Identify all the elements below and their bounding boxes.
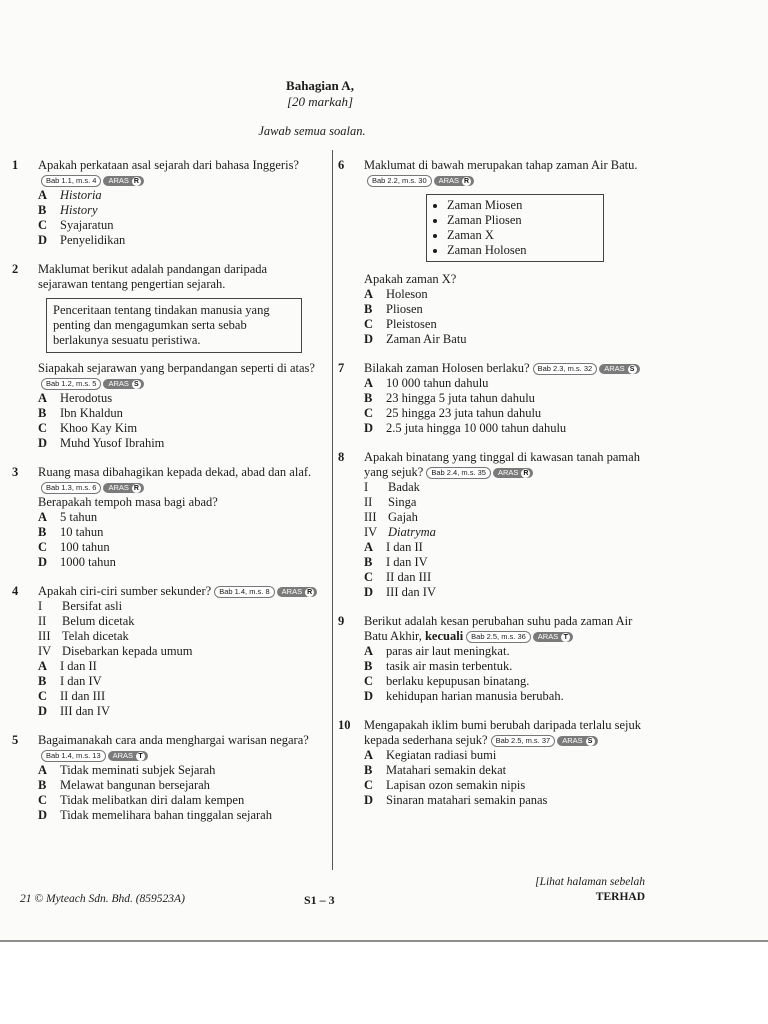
footer-next-page-text: [Lihat halaman sebelah [535, 876, 645, 888]
answer-option-d[interactable] [364, 585, 644, 600]
info-list-items [447, 198, 597, 258]
question-text: Maklumat berikut adalah pandangan daripada sejarawan tentang pengertian sejarah. [38, 262, 268, 291]
option-text: Muhd Yusof Ibrahim [60, 436, 165, 450]
answer-option-b[interactable] [364, 659, 644, 674]
option-text: 23 hingga 5 juta tahun dahulu [386, 391, 535, 405]
question-5 [12, 733, 318, 823]
chapter-ref: Bab 1.2, m.s. 5 [41, 378, 101, 390]
option-text: 10 tahun [60, 525, 104, 539]
option-letter: B [364, 302, 373, 316]
option-text: Historia [60, 188, 102, 202]
question-8 [338, 450, 644, 600]
topic-tag [491, 735, 598, 747]
statement-text: Diatryma [388, 525, 436, 539]
level-badge [599, 364, 639, 374]
option-letter: C [38, 540, 48, 554]
statement-item [38, 644, 318, 659]
answer-option-b[interactable] [38, 674, 318, 689]
question-text: Mengapakah iklim bumi berubah daripada terlalu sejuk kepada sederhana sejuk? [364, 718, 641, 747]
question-text: Bilakah zaman Holosen berlaku? [364, 361, 530, 375]
level-label: ARAS [537, 632, 559, 642]
question-sub-stem [364, 272, 644, 287]
question-stem [364, 614, 644, 644]
question-number: 10 [338, 718, 351, 732]
question-stem [38, 158, 318, 188]
question-sub-stem [38, 495, 318, 510]
question-text: Maklumat di bawah merupakan tahap zaman Air Batu. [364, 158, 638, 172]
option-letter: C [364, 317, 374, 331]
question-3 [12, 465, 318, 570]
level-value: R [307, 588, 313, 596]
option-text: III dan IV [60, 704, 110, 718]
option-letter: A [364, 376, 374, 390]
level-value: S [586, 737, 595, 746]
info-box: Penceritaan tentang tindakan manusia yang penting dan mengagumkan serta sebab berlakunya sesuatu peristiwa. [46, 298, 302, 353]
option-letter: C [38, 793, 48, 807]
answer-option-d[interactable] [364, 332, 644, 347]
answer-option-d[interactable] [38, 233, 318, 248]
topic-tag [41, 482, 144, 494]
option-letter: C [364, 674, 374, 688]
answer-option-c[interactable] [38, 689, 318, 704]
question-6 [338, 158, 644, 347]
option-text: II dan III [386, 570, 432, 584]
answer-option-d[interactable] [364, 421, 644, 436]
question-text: Apakah perkataan asal sejarah dari bahasa Inggeris? [38, 158, 299, 172]
option-letter: A [38, 659, 48, 673]
option-text: Matahari semakin dekat [386, 763, 507, 777]
option-text: 25 hingga 23 juta tahun dahulu [386, 406, 542, 420]
statement-numeral: I [38, 599, 43, 613]
question-stem [38, 584, 318, 599]
level-label: ARAS [281, 587, 303, 597]
statement-text: Gajah [388, 510, 418, 524]
option-text: 100 tahun [60, 540, 110, 554]
answer-option-c[interactable] [364, 778, 644, 793]
question-text: Bagaimanakah cara anda menghargai warisan negara? [38, 733, 309, 747]
statement-item [38, 599, 318, 614]
option-text: I dan II [386, 540, 423, 554]
answer-option-c[interactable] [364, 406, 644, 421]
option-letter: D [364, 689, 374, 703]
option-letter: B [38, 406, 47, 420]
answer-option-c[interactable] [364, 570, 644, 585]
question-text: Berikut adalah kesan perubahan suhu pada zaman Air Batu Akhir, [364, 614, 633, 643]
question-sub-text: Berapakah tempoh masa bagi abad? [38, 495, 218, 509]
question-text: Apakah ciri-ciri sumber sekunder? [38, 584, 212, 598]
option-text: Penyelidikan [60, 233, 126, 247]
chapter-ref: Bab 1.4, m.s. 13 [41, 750, 106, 762]
statement-text: Badak [388, 480, 420, 494]
info-list-item: • Zaman Holosen [447, 243, 597, 258]
level-value: R [523, 469, 529, 477]
option-text: Tidak meminati subjek Sejarah [60, 763, 216, 777]
statement-text: Bersifat asli [62, 599, 123, 613]
option-letter: A [38, 510, 48, 524]
question-sub-text: Siapakah sejarawan yang berpandangan seperti di atas? [38, 361, 315, 375]
info-list-item: • Zaman X [447, 228, 597, 243]
statement-item [364, 525, 644, 540]
question-stem [364, 361, 644, 376]
question-stem [364, 450, 644, 480]
statement-numeral: II [38, 614, 47, 628]
chapter-ref: Bab 2.5, m.s. 37 [491, 735, 556, 747]
level-value: S [628, 365, 637, 374]
level-value: R [464, 177, 470, 185]
answer-option-a[interactable] [364, 287, 644, 302]
level-badge [108, 751, 148, 761]
statement-numeral: III [38, 629, 51, 643]
column-divider [332, 150, 333, 870]
option-text: Zaman Air Batu [386, 332, 467, 346]
level-badge [277, 587, 317, 597]
answer-option-c[interactable] [38, 540, 318, 555]
answer-option-b[interactable] [38, 406, 318, 421]
option-letter: B [38, 674, 47, 688]
question-stem [364, 158, 644, 188]
answer-option-c[interactable] [38, 793, 318, 808]
info-list-item: • Zaman Pliosen [447, 213, 597, 228]
option-text: Pliosen [386, 302, 423, 316]
instruction: Jawab semua soalan. [258, 124, 366, 138]
answer-option-d[interactable] [38, 704, 318, 719]
statement-item [38, 629, 318, 644]
option-text: kehidupan harian manusia berubah. [386, 689, 564, 703]
statement-text: Disebarkan kepada umum [62, 644, 193, 658]
statement-numeral: III [364, 510, 377, 524]
chapter-ref: Bab 2.2, m.s. 30 [367, 175, 432, 187]
option-text: Holeson [386, 287, 428, 301]
option-letter: B [364, 555, 373, 569]
option-letter: C [364, 778, 374, 792]
statement-item [364, 480, 644, 495]
answer-option-b[interactable] [38, 778, 318, 793]
question-number: 9 [338, 614, 345, 628]
option-letter: C [38, 218, 48, 232]
question-number: 6 [338, 158, 345, 172]
statement-numeral: IV [38, 644, 52, 658]
question-sub-stem [38, 361, 318, 391]
answer-option-a[interactable] [38, 659, 318, 674]
answer-option-a[interactable] [38, 763, 318, 778]
question-stem [38, 733, 318, 763]
option-letter: A [38, 391, 48, 405]
answer-option-d[interactable] [364, 793, 644, 808]
question-text: Ruang masa dibahagikan kepada dekad, abad dan alaf. [38, 465, 312, 479]
option-letter: D [364, 332, 374, 346]
option-text: 2.5 juta hingga 10 000 tahun dahulu [386, 421, 567, 435]
chapter-ref: Bab 2.5, m.s. 36 [466, 631, 531, 643]
option-text: Tidak memelihara bahan tinggalan sejarah [60, 808, 272, 822]
level-value: T [561, 633, 570, 642]
answer-option-b[interactable] [364, 763, 644, 778]
statement-text: Singa [388, 495, 417, 509]
question-number: 3 [12, 465, 19, 479]
question-number: 1 [12, 158, 19, 172]
option-letter: D [38, 704, 48, 718]
question-stem [38, 465, 318, 495]
answer-option-b[interactable] [38, 203, 318, 218]
chapter-ref: Bab 1.4, m.s. 8 [214, 586, 274, 598]
level-label: ARAS [604, 364, 625, 374]
level-label: ARAS [497, 468, 519, 478]
footer-next-page [515, 875, 645, 905]
level-label: ARAS [562, 736, 583, 746]
answer-option-b[interactable] [364, 555, 644, 570]
topic-tag [533, 363, 640, 375]
option-letter: C [364, 570, 374, 584]
question-number: 5 [12, 733, 19, 747]
answer-option-b[interactable] [38, 525, 318, 540]
answer-option-a[interactable] [364, 376, 644, 391]
option-text: Tidak melibatkan diri dalam kempen [60, 793, 245, 807]
level-value: R [133, 177, 139, 185]
option-letter: D [364, 793, 374, 807]
topic-tag [41, 750, 148, 762]
level-badge [103, 483, 143, 493]
option-text: II dan III [60, 689, 106, 703]
question-7 [338, 361, 644, 436]
answer-option-a[interactable] [38, 391, 318, 406]
question-emphasis: kecuali [424, 629, 464, 643]
level-label: ARAS [112, 751, 134, 761]
question-stem [38, 262, 318, 292]
question-number: 7 [338, 361, 345, 375]
statement-numeral: II [364, 495, 373, 509]
info-list-item: • Zaman Miosen [447, 198, 597, 213]
question-1 [12, 158, 318, 248]
chapter-ref: Bab 2.3, m.s. 32 [533, 363, 598, 375]
level-badge [493, 468, 533, 478]
option-letter: B [364, 391, 373, 405]
option-text: Ibn Khaldun [60, 406, 123, 420]
option-letter: A [38, 763, 48, 777]
level-badge [103, 176, 143, 186]
option-text: III dan IV [386, 585, 436, 599]
statement-text: Belum dicetak [62, 614, 135, 628]
topic-tag [426, 467, 533, 479]
option-text: Sinaran matahari semakin panas [386, 793, 548, 807]
question-sub-text: Apakah zaman X? [364, 272, 457, 286]
option-letter: A [364, 644, 374, 658]
statement-text: Telah dicetak [62, 629, 129, 643]
level-badge [557, 736, 597, 746]
question-4 [12, 584, 318, 719]
option-letter: C [38, 689, 48, 703]
question-number: 2 [12, 262, 19, 276]
answer-option-a[interactable] [364, 748, 644, 763]
option-text: 10 000 tahun dahulu [386, 376, 489, 390]
question-10 [338, 718, 644, 808]
level-label: ARAS [438, 176, 460, 186]
option-letter: D [364, 421, 374, 435]
answer-option-c[interactable] [38, 421, 318, 436]
level-label: ARAS [108, 379, 129, 389]
question-number: 8 [338, 450, 345, 464]
topic-tag [367, 175, 474, 187]
option-letter: B [38, 525, 47, 539]
option-letter: B [364, 763, 373, 777]
option-letter: B [38, 778, 47, 792]
footer-classification: TERHAD [595, 891, 645, 903]
option-letter: B [364, 659, 373, 673]
level-value: S [132, 380, 141, 389]
statement-item [364, 495, 644, 510]
option-text: I dan IV [60, 674, 102, 688]
option-text: paras air laut meningkat. [386, 644, 510, 658]
level-badge [103, 379, 143, 389]
option-text: I dan II [60, 659, 97, 673]
option-text: berlaku kepupusan binatang. [386, 674, 530, 688]
option-letter: D [38, 555, 48, 569]
topic-tag [41, 175, 144, 187]
option-letter: D [364, 585, 374, 599]
level-badge [434, 176, 474, 186]
option-letter: A [364, 748, 374, 762]
option-text: Lapisan ozon semakin nipis [386, 778, 526, 792]
option-text: Melawat bangunan bersejarah [60, 778, 210, 792]
answer-option-b[interactable] [364, 391, 644, 406]
option-letter: D [38, 436, 48, 450]
answer-option-d[interactable] [38, 555, 318, 570]
answer-option-c[interactable] [364, 674, 644, 689]
option-letter: A [364, 287, 374, 301]
statement-item [364, 510, 644, 525]
statement-item [38, 614, 318, 629]
option-letter: A [38, 188, 48, 202]
option-letter: C [364, 406, 374, 420]
section-heading [0, 78, 640, 110]
option-letter: D [38, 233, 48, 247]
question-stem [364, 718, 644, 748]
chapter-ref: Bab 1.1, m.s. 4 [41, 175, 101, 187]
level-label: ARAS [108, 483, 129, 493]
answer-option-d[interactable] [38, 436, 318, 451]
level-label: ARAS [108, 176, 129, 186]
option-text: Syajaratun [60, 218, 114, 232]
option-text: Khoo Kay Kim [60, 421, 138, 435]
option-text: Pleistosen [386, 317, 437, 331]
footer-copyright: 21 © Myteach Sdn. Bhd. (859523A) [20, 893, 185, 905]
option-text: 1000 tahun [60, 555, 116, 569]
info-list [426, 194, 604, 262]
option-letter: C [38, 421, 48, 435]
level-badge [533, 632, 573, 642]
question-text: Apakah binatang yang tinggal di kawasan tanah pamah yang sejuk? [364, 450, 640, 479]
answer-option-a[interactable] [364, 644, 644, 659]
topic-tag [41, 378, 144, 390]
chapter-ref: Bab 2.4, m.s. 35 [426, 467, 491, 479]
topic-tag [466, 631, 573, 643]
question-number: 4 [12, 584, 19, 598]
level-value: R [133, 484, 139, 492]
answer-option-a[interactable] [364, 540, 644, 555]
answer-option-d[interactable] [38, 808, 318, 823]
answer-option-c[interactable] [38, 218, 318, 233]
question-2 [12, 262, 318, 451]
option-letter: A [364, 540, 374, 554]
chapter-ref: Bab 1.3, m.s. 6 [41, 482, 101, 494]
footer-page-number: S1 – 3 [304, 893, 335, 907]
answer-option-a[interactable] [38, 510, 318, 525]
level-value: T [136, 752, 145, 761]
statement-numeral: I [364, 480, 369, 494]
topic-tag [214, 586, 317, 598]
left-column [12, 158, 318, 837]
option-text: tasik air masin terbentuk. [386, 659, 513, 673]
section-marks: [20 markah] [286, 94, 354, 109]
option-letter: B [38, 203, 47, 217]
section-title: Bahagian A, [286, 78, 354, 93]
option-text: 5 tahun [60, 510, 98, 524]
option-text: Kegiatan radiasi bumi [386, 748, 497, 762]
answer-option-a[interactable] [38, 188, 318, 203]
option-text: I dan IV [386, 555, 428, 569]
answer-option-b[interactable] [364, 302, 644, 317]
option-letter: D [38, 808, 48, 822]
answer-option-d[interactable] [364, 689, 644, 704]
question-9 [338, 614, 644, 704]
right-column [338, 158, 644, 822]
answer-option-c[interactable] [364, 317, 644, 332]
option-text: History [60, 203, 98, 217]
statement-numeral: IV [364, 525, 378, 539]
option-text: Herodotus [60, 391, 113, 405]
